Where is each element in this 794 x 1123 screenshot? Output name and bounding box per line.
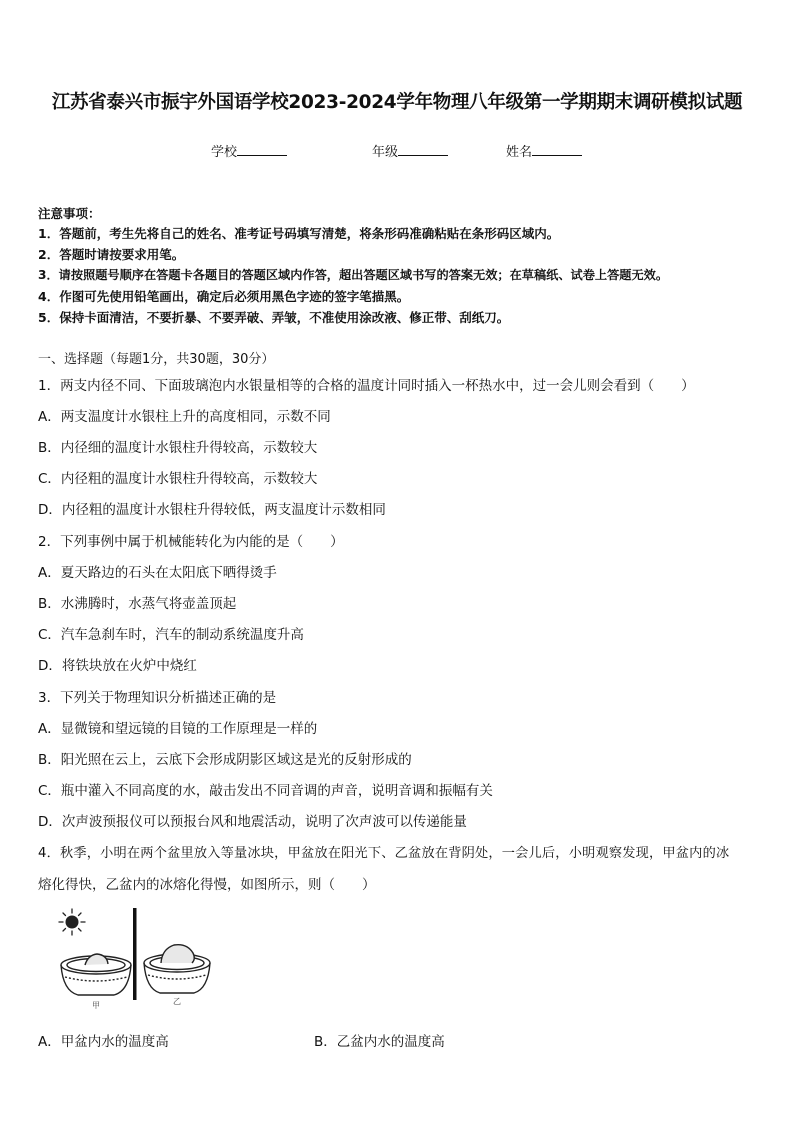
question-1-stem: 1．两支内径不同、下面玻璃泡内水银量相等的合格的温度计同时插入一杯热水中，过一会儿则会看到（ ） <box>38 378 695 394</box>
question-3-stem: 3．下列关于物理知识分析描述正确的是 <box>38 690 277 706</box>
name-field <box>506 141 582 160</box>
question-1-option-a: A．两支温度计水银柱上升的高度相同，示数不同 <box>38 409 331 425</box>
notice-heading: 注意事项： <box>38 206 101 221</box>
figure-label-yi: 乙 <box>173 997 181 1006</box>
school-label: 学校 <box>211 145 238 160</box>
section-heading: 一、选择题（每题1分，共30题，30分） <box>38 352 275 367</box>
grade-blank[interactable] <box>398 143 448 156</box>
notice-item: 3．请按照题号顺序在答题卡各题目的答题区域内作答，超出答题区域书写的答案无效；在草稿纸、试卷上答题无效。 <box>38 268 669 282</box>
question-3-option-b: B．阳光照在云上，云底下会形成阴影区域这是光的反射形成的 <box>38 752 412 768</box>
ice-basins-figure <box>52 905 257 1015</box>
question-3-option-c: C．瓶中灌入不同高度的水，敲击发出不同音调的声音，说明音调和振幅有关 <box>38 783 493 799</box>
question-3-option-a: A．显微镜和望远镜的目镜的工作原理是一样的 <box>38 721 318 737</box>
figure-label-jia: 甲 <box>92 1001 100 1010</box>
question-2-option-d: D．将铁块放在火炉中烧红 <box>38 658 197 674</box>
question-1-option-c: C．内径粗的温度计水银柱升得较高，示数较大 <box>38 471 318 487</box>
school-blank[interactable] <box>237 143 287 156</box>
question-4-option-b: B．乙盆内水的温度高 <box>314 1034 445 1050</box>
question-2-option-b: B．水沸腾时，水蒸气将壶盖顶起 <box>38 596 237 612</box>
basin-jia <box>61 954 131 995</box>
basin-yi <box>144 945 210 993</box>
grade-label: 年级 <box>372 145 399 160</box>
notice-item: 1．答题前，考生先将自己的姓名、准考证号码填写清楚，将条形码准确粘贴在条形码区域内。 <box>38 226 560 241</box>
grade-field <box>372 141 448 160</box>
sun-icon <box>59 909 85 935</box>
question-1-option-b: B．内径细的温度计水银柱升得较高，示数较大 <box>38 440 318 456</box>
question-4-option-a: A．甲盆内水的温度高 <box>38 1034 169 1050</box>
question-3-option-d: D．次声波预报仪可以预报台风和地震活动，说明了次声波可以传递能量 <box>38 814 467 830</box>
question-2-option-c: C．汽车急刹车时，汽车的制动系统温度升高 <box>38 627 304 643</box>
question-2-stem: 2．下列事例中属于机械能转化为内能的是（ ） <box>38 534 344 550</box>
question-4-stem-line2: 熔化得快，乙盆内的冰熔化得慢，如图所示，则（ ） <box>38 877 376 893</box>
notice-item: 5．保持卡面清洁，不要折暴、不要弄破、弄皱，不准使用涂改液、修正带、刮纸刀。 <box>38 310 510 325</box>
name-label: 姓名 <box>506 145 533 160</box>
school-field <box>211 141 287 160</box>
shade-wall <box>133 908 137 1000</box>
question-1-option-d: D．内径粗的温度计水银柱升得较低，两支温度计示数相同 <box>38 502 386 518</box>
name-blank[interactable] <box>532 143 582 156</box>
question-2-option-a: A．夏天路边的石头在太阳底下晒得烫手 <box>38 565 277 581</box>
notice-item: 4．作图可先使用铅笔画出，确定后必须用黑色字迹的签字笔描黑。 <box>38 289 410 304</box>
notice-item: 2．答题时请按要求用笔。 <box>38 247 185 262</box>
exam-title: 江苏省泰兴市振宇外国语学校2023-2024学年物理八年级第一学期期末调研模拟试题 <box>51 92 743 113</box>
question-4-stem-line1: 4．秋季，小明在两个盆里放入等量冰块，甲盆放在阳光下、乙盆放在背阴处，一会儿后，小明观察发现，甲盆内的冰 <box>38 846 730 861</box>
